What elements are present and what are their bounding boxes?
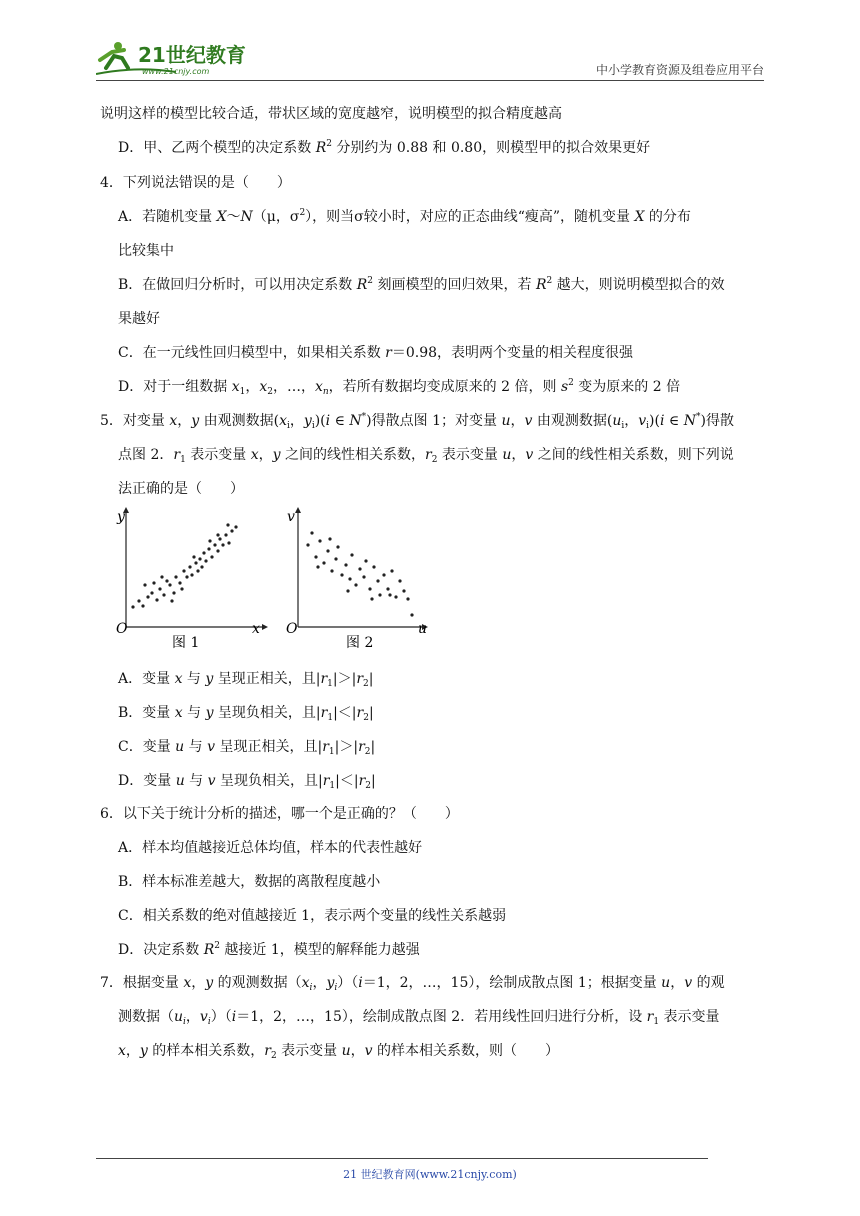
footer-rule <box>96 1158 708 1159</box>
fig1-point <box>190 573 193 576</box>
fig2-point <box>406 597 409 600</box>
fig2-point <box>354 583 357 586</box>
fig2-point <box>390 569 393 572</box>
q6-option-b: B．样本标准差越大，数据的离散程度越小 <box>118 874 381 890</box>
fig1-point <box>131 605 134 608</box>
fig1-point <box>227 541 230 544</box>
q5-stem-line3: 法正确的是（ ） <box>118 481 244 497</box>
fig1-point <box>204 559 207 562</box>
fig2-point <box>364 559 367 562</box>
fig1-point <box>143 583 146 586</box>
fig2-point <box>328 537 331 540</box>
fig1-point <box>224 533 227 536</box>
fig2-point <box>410 613 413 616</box>
q5-figures <box>112 505 442 655</box>
fig1-point <box>202 551 205 554</box>
fig2-point <box>314 555 317 558</box>
fig1-point <box>174 575 177 578</box>
fig1-point <box>194 561 197 564</box>
fig1-point <box>180 587 183 590</box>
fig2-point <box>376 579 379 582</box>
fig1-point <box>198 557 201 560</box>
fig1-point <box>221 543 224 546</box>
fig1-point <box>192 555 195 558</box>
fig1-point <box>208 539 211 542</box>
fig2-point <box>388 593 391 596</box>
fig2-point <box>370 597 373 600</box>
fig1-point <box>200 565 203 568</box>
q5-option-a: A．变量 x 与 y 呈现正相关，且$|r_1|>|r_2|$ <box>118 671 374 689</box>
fig1-point <box>218 537 221 540</box>
fig1-point <box>182 569 185 572</box>
fig2-point <box>350 553 353 556</box>
fig2-point <box>346 589 349 592</box>
q3-option-d: D．甲、乙两个模型的决定系数 $R^2$ 分别约为 0.88 和 0.80，则模型甲的拟合效果更好 <box>118 139 651 156</box>
fig2-point <box>330 569 333 572</box>
q5-stem-line2: 点图 2．$r_1$ 表示变量 x，y 之间的线性相关系数，$r_2$ 表示变量 u，v 之间的线性相关系数，则下列说 <box>118 447 734 465</box>
fig1-point <box>196 569 199 572</box>
fig1-point <box>178 581 181 584</box>
q5-option-b: B．变量 x 与 y 呈现负相关，且$|r_1|<|r_2|$ <box>118 705 374 723</box>
fig2-point <box>340 573 343 576</box>
q7-line1: 7．根据变量 x，y 的观测数据（$x_i$，$y_i)(i=1$，2，…，15），绘制成散点图 1；根据变量 u，v 的观 <box>100 975 725 993</box>
q4-option-b-cont: 果越好 <box>118 311 160 327</box>
fig1-point <box>162 593 165 596</box>
q6-option-d: D．决定系数 $R^2$ 越接近 1，模型的解释能力越强 <box>118 941 420 958</box>
q4-option-a: A．若随机变量 X～N（μ，$\sigma^2$），则当σ较小时，对应的正态曲线“瘦高”，随机变量 X 的分布 <box>118 208 691 225</box>
site-logo <box>96 38 256 78</box>
fig1-ylabel: y <box>117 509 125 525</box>
fig1-caption: 图 1 <box>172 635 200 651</box>
fig1-point <box>216 549 219 552</box>
fig2-point <box>316 565 319 568</box>
scatter-figures-svg <box>112 505 442 655</box>
platform-name: 中小学教育资源及组卷应用平台 <box>595 63 764 77</box>
fig1-points <box>131 523 237 608</box>
fig2-point <box>306 543 309 546</box>
fig2-xlabel: u <box>418 621 428 637</box>
fig1-point <box>165 579 168 582</box>
q7-line3: x，y 的样本相关系数，$r_2$ 表示变量 u，v 的样本相关系数，则（ ） <box>118 1043 560 1061</box>
fig2-point <box>310 531 313 534</box>
fig2-points <box>306 531 413 616</box>
fig1-point <box>158 587 161 590</box>
fig1-point <box>172 591 175 594</box>
fig1-point <box>185 575 188 578</box>
fig1-point <box>137 599 140 602</box>
fig2-point <box>318 539 321 542</box>
fig2-point <box>402 589 405 592</box>
q4-option-b: B．在做回归分析时，可以用决定系数 $R^2$ 刻画模型的回归效果，若 $R^2$ 越大，则说明模型拟合的效 <box>118 276 725 293</box>
q6-option-a: A．样本均值越接近总体均值，样本的代表性越好 <box>118 840 423 856</box>
q3-tail-line: 说明这样的模型比较合适，带状区域的宽度越窄，说明模型的拟合精度越高 <box>100 106 562 122</box>
fig1-xlabel: x <box>252 621 260 637</box>
fig1-point <box>146 595 149 598</box>
fig2-point <box>368 587 371 590</box>
fig2-point <box>362 575 365 578</box>
fig2-point <box>378 593 381 596</box>
fig2-point <box>326 549 329 552</box>
fig2-caption: 图 2 <box>346 635 374 651</box>
fig2-point <box>386 587 389 590</box>
figure-1 <box>116 507 268 651</box>
fig2-point <box>398 579 401 582</box>
q6-option-c: C．相关系数的绝对值越接近 1，表示两个变量的线性关系越弱 <box>118 908 507 924</box>
fig1-point <box>216 533 219 536</box>
fig1-origin: O <box>116 621 128 637</box>
fig2-point <box>394 595 397 598</box>
fig1-point <box>226 523 229 526</box>
fig2-point <box>348 577 351 580</box>
fig2-point <box>358 567 361 570</box>
logo-main-text: 21世纪教育 <box>138 43 246 67</box>
header-rule <box>96 80 764 81</box>
fig2-point <box>344 563 347 566</box>
fig1-point <box>168 583 171 586</box>
fig1-point <box>230 529 233 532</box>
fig2-point <box>334 557 337 560</box>
fig2-point <box>382 573 385 576</box>
fig1-point <box>155 598 158 601</box>
fig2-point <box>336 545 339 548</box>
fig1-point <box>141 604 144 607</box>
q5-option-c: C．变量 u 与 v 呈现正相关，且$|r_1|>|r_2|$ <box>118 739 376 757</box>
footer-text: 21 世纪教育网(www.21cnjy.com) <box>343 1168 517 1181</box>
fig2-origin: O <box>286 621 298 637</box>
fig1-point <box>152 581 155 584</box>
q4-option-d: D．对于一组数据 $x_1$，$x_2$，…，$x_n$，若所有数据均变成原来的 2 倍，则 $s^2$ 变为原来的 2 倍 <box>118 378 681 397</box>
fig1-point <box>234 525 237 528</box>
q4-option-c: C．在一元线性回归模型中，如果相关系数 r＝0.98，表明两个变量的相关程度很强 <box>118 345 634 361</box>
fig2-point <box>322 561 325 564</box>
figure-2 <box>286 507 428 651</box>
logo-sub-text: www.21cnjy.com <box>142 67 210 76</box>
q6-stem: 6．以下关于统计分析的描述，哪一个是正确的？（ ） <box>100 806 459 822</box>
fig1-point <box>210 555 213 558</box>
fig1-point <box>170 599 173 602</box>
fig2-ylabel: v <box>287 509 295 525</box>
fig1-point <box>160 575 163 578</box>
q7-line2: 测数据（$u_i$，$v_i)(i=1$，2，…，15），绘制成散点图 2．若用线性回归进行分析，设 $r_1$ 表示变量 <box>118 1009 720 1027</box>
q5-option-d: D．变量 u 与 v 呈现负相关，且$|r_1|<|r_2|$ <box>118 773 376 791</box>
fig1-point <box>213 543 216 546</box>
q4-stem: 4．下列说法错误的是（ ） <box>100 175 291 191</box>
q4-option-a-cont: 比较集中 <box>118 243 174 259</box>
fig2-point <box>372 565 375 568</box>
fig1-point <box>188 565 191 568</box>
q5-stem-line1: 5．对变量 x，y 由观测数据($x_i$，$y_i)(i$ ∈ N*)得散点图 1；对变量 u，v 由观测数据($u_i$，$v_i)(i$ ∈ N*)得散 <box>100 412 734 431</box>
fig1-point <box>207 547 210 550</box>
fig1-point <box>150 591 153 594</box>
